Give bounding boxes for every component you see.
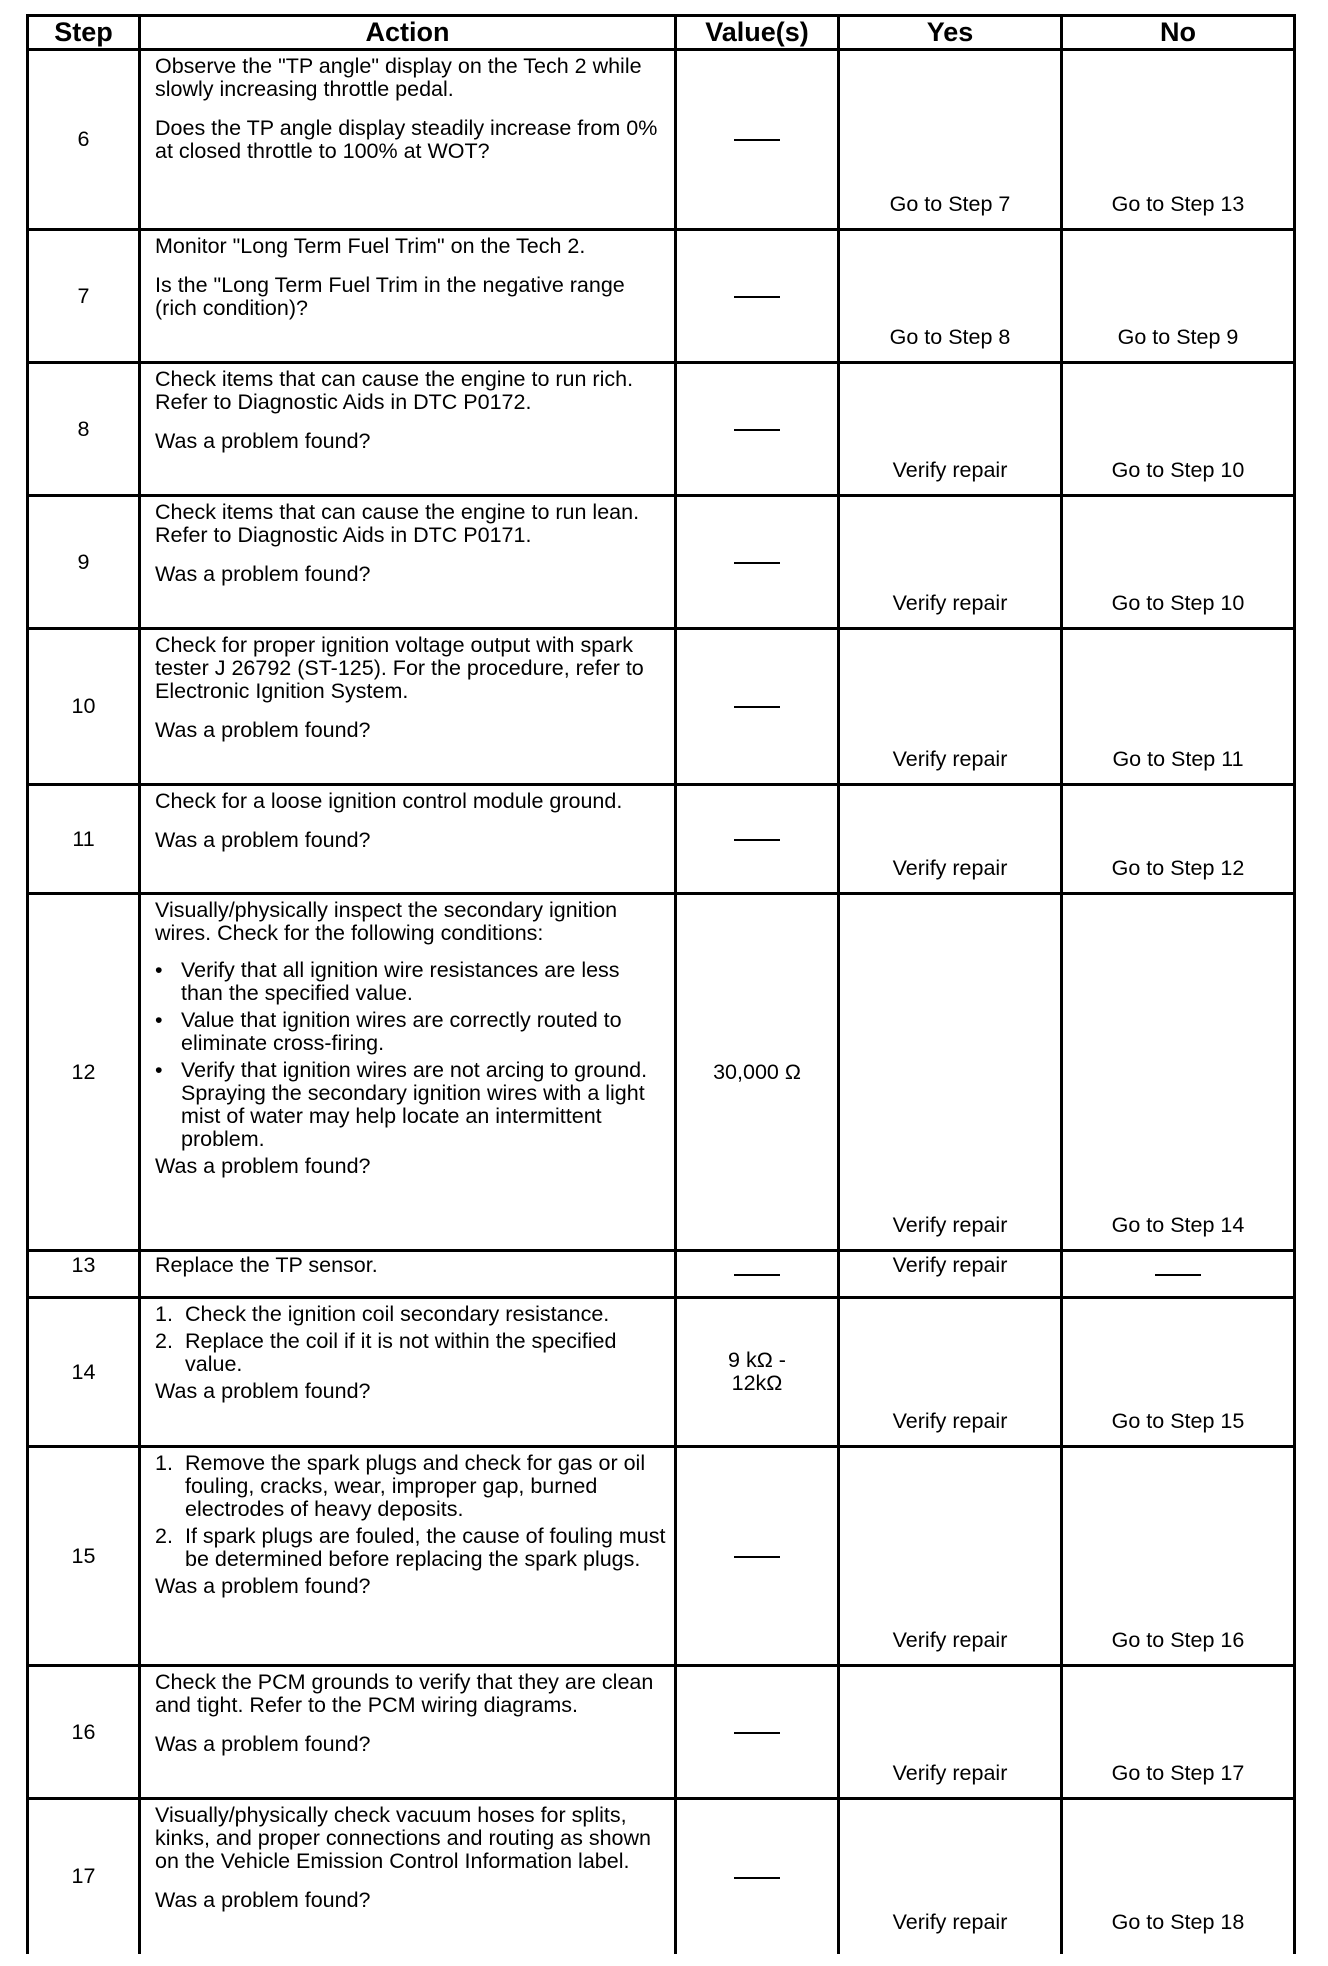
action-cell bbox=[140, 1298, 676, 1447]
step-number: 12 bbox=[28, 894, 140, 1251]
action-question: Was a problem found? bbox=[155, 1732, 371, 1756]
step-number: 9 bbox=[28, 496, 140, 629]
action-text: Check the PCM grounds to verify that they are clean and tight. Refer to the PCM wiring diagrams. bbox=[155, 1670, 654, 1717]
dash-mark bbox=[734, 1732, 780, 1734]
yes-cell: Verify repair bbox=[839, 1447, 1062, 1666]
numbered-list bbox=[155, 1303, 666, 1376]
action-question: Was a problem found? bbox=[155, 828, 371, 852]
header-row bbox=[28, 16, 1295, 50]
no-cell: Go to Step 13 bbox=[1062, 50, 1295, 230]
diagnostic-table bbox=[26, 14, 1296, 1954]
value-cell bbox=[676, 1447, 839, 1666]
action-cell bbox=[140, 1447, 676, 1666]
yes-cell: Verify repair bbox=[839, 785, 1062, 894]
step-number: 7 bbox=[28, 230, 140, 363]
list-number: 2. bbox=[155, 1524, 173, 1548]
list-item-text: Value that ignition wires are correctly routed to eliminate cross-firing. bbox=[181, 1008, 622, 1055]
no-cell: Go to Step 14 bbox=[1062, 894, 1295, 1251]
list-number: 1. bbox=[155, 1451, 173, 1475]
diagnostic-table-sheet bbox=[26, 14, 1293, 1954]
action-question: Was a problem found? bbox=[155, 1888, 371, 1912]
value-cell bbox=[676, 50, 839, 230]
yes-cell: Go to Step 7 bbox=[839, 50, 1062, 230]
no-cell: Go to Step 16 bbox=[1062, 1447, 1295, 1666]
action-text: Check items that can cause the engine to run rich. Refer to Diagnostic Aids in DTC P0172. bbox=[155, 367, 634, 414]
condition-list bbox=[155, 959, 666, 1151]
dash-mark bbox=[734, 1877, 780, 1879]
yes-cell: Verify repair bbox=[839, 1666, 1062, 1799]
value-cell bbox=[676, 1251, 839, 1298]
action-question: Is the "Long Term Fuel Trim in the negative range (rich condition)? bbox=[155, 273, 625, 320]
list-item-text: Replace the coil if it is not within the specified value. bbox=[185, 1329, 617, 1376]
action-cell bbox=[140, 496, 676, 629]
action-text: Check for a loose ignition control module ground. bbox=[155, 789, 623, 813]
table-row bbox=[28, 1799, 1295, 1954]
dash-mark bbox=[734, 1556, 780, 1558]
action-cell bbox=[140, 1799, 676, 1954]
yes-cell: Verify repair bbox=[839, 1799, 1062, 1954]
action-text: Observe the "TP angle" display on the Tech 2 while slowly increasing throttle pedal. bbox=[155, 54, 642, 101]
table-row bbox=[28, 1298, 1295, 1447]
header-no: No bbox=[1062, 16, 1295, 50]
step-number: 14 bbox=[28, 1298, 140, 1447]
no-cell: Go to Step 12 bbox=[1062, 785, 1295, 894]
step-number: 6 bbox=[28, 50, 140, 230]
no-cell: Go to Step 18 bbox=[1062, 1799, 1295, 1954]
table-row bbox=[28, 629, 1295, 785]
step-number: 17 bbox=[28, 1799, 140, 1954]
action-cell bbox=[140, 894, 676, 1251]
no-cell: Go to Step 17 bbox=[1062, 1666, 1295, 1799]
numbered-list bbox=[155, 1452, 666, 1571]
list-item-text: Remove the spark plugs and check for gas or oil fouling, cracks, wear, improper gap, burned electrodes of heavy deposits. bbox=[185, 1451, 646, 1521]
table-row bbox=[28, 496, 1295, 629]
table-row bbox=[28, 363, 1295, 496]
yes-cell: Verify repair bbox=[839, 894, 1062, 1251]
step-number: 15 bbox=[28, 1447, 140, 1666]
dash-mark bbox=[734, 839, 780, 841]
value-cell bbox=[676, 1666, 839, 1799]
action-question: Was a problem found? bbox=[155, 429, 371, 453]
value-cell: 30,000 Ω bbox=[676, 894, 839, 1251]
value-cell bbox=[676, 496, 839, 629]
value-line: 12kΩ bbox=[731, 1371, 783, 1395]
bullet-icon: • bbox=[155, 1058, 163, 1082]
yes-cell: Verify repair bbox=[839, 629, 1062, 785]
dash-mark bbox=[1155, 1274, 1201, 1276]
action-cell bbox=[140, 50, 676, 230]
dash-mark bbox=[734, 706, 780, 708]
value-line: 9 kΩ - bbox=[728, 1348, 786, 1372]
yes-cell: Verify repair bbox=[839, 1251, 1062, 1298]
header-action: Action bbox=[140, 16, 676, 50]
list-item bbox=[155, 959, 666, 1005]
list-item-text: Verify that ignition wires are not arcing to ground. Spraying the secondary ignition wires with a light mist of water may help locate an intermittent problem. bbox=[181, 1058, 648, 1151]
list-item-text: Check the ignition coil secondary resistance. bbox=[185, 1302, 610, 1326]
action-question: Does the TP angle display steadily increase from 0% at closed throttle to 100% at WOT? bbox=[155, 116, 658, 163]
bullet-icon: • bbox=[155, 1008, 163, 1032]
no-cell: Go to Step 10 bbox=[1062, 496, 1295, 629]
action-text: Check items that can cause the engine to run lean. Refer to Diagnostic Aids in DTC P0171. bbox=[155, 500, 640, 547]
bullet-icon: • bbox=[155, 958, 163, 982]
action-text: Replace the TP sensor. bbox=[155, 1253, 378, 1277]
step-number: 13 bbox=[28, 1251, 140, 1298]
action-question: Was a problem found? bbox=[155, 1574, 371, 1598]
step-number: 11 bbox=[28, 785, 140, 894]
action-question: Was a problem found? bbox=[155, 718, 371, 742]
value-cell bbox=[676, 363, 839, 496]
action-cell bbox=[140, 363, 676, 496]
table-row bbox=[28, 1251, 1295, 1298]
list-item bbox=[155, 1330, 666, 1376]
value-cell bbox=[676, 1799, 839, 1954]
step-number: 10 bbox=[28, 629, 140, 785]
value-cell bbox=[676, 1298, 839, 1447]
header-step: Step bbox=[28, 16, 140, 50]
list-item-text: If spark plugs are fouled, the cause of fouling must be determined before replacing the spark plugs. bbox=[185, 1524, 666, 1571]
action-question: Was a problem found? bbox=[155, 1154, 371, 1178]
no-cell: Go to Step 11 bbox=[1062, 629, 1295, 785]
dash-mark bbox=[734, 296, 780, 298]
step-number: 8 bbox=[28, 363, 140, 496]
table-row bbox=[28, 894, 1295, 1251]
no-cell: Go to Step 9 bbox=[1062, 230, 1295, 363]
dash-mark bbox=[734, 429, 780, 431]
table-row bbox=[28, 785, 1295, 894]
header-values: Value(s) bbox=[676, 16, 839, 50]
action-text: Visually/physically inspect the secondary ignition wires. Check for the following conditions: bbox=[155, 898, 618, 945]
table-row bbox=[28, 230, 1295, 363]
table-row bbox=[28, 1447, 1295, 1666]
yes-cell: Verify repair bbox=[839, 1298, 1062, 1447]
action-question: Was a problem found? bbox=[155, 1379, 371, 1403]
value-cell bbox=[676, 230, 839, 363]
header-yes: Yes bbox=[839, 16, 1062, 50]
value-cell bbox=[676, 629, 839, 785]
list-item bbox=[155, 1059, 666, 1151]
list-item bbox=[155, 1452, 666, 1521]
yes-cell: Verify repair bbox=[839, 496, 1062, 629]
step-number: 16 bbox=[28, 1666, 140, 1799]
dash-mark bbox=[734, 562, 780, 564]
action-cell bbox=[140, 785, 676, 894]
no-cell: Go to Step 15 bbox=[1062, 1298, 1295, 1447]
list-item bbox=[155, 1303, 666, 1326]
list-item-text: Verify that all ignition wire resistances are less than the specified value. bbox=[181, 958, 620, 1005]
dash-mark bbox=[734, 1274, 780, 1276]
action-cell bbox=[140, 1251, 676, 1298]
action-text: Visually/physically check vacuum hoses for splits, kinks, and proper connections and routing as shown on the Vehicle Emission Control Information label. bbox=[155, 1803, 652, 1873]
dash-mark bbox=[734, 139, 780, 141]
yes-cell: Verify repair bbox=[839, 363, 1062, 496]
no-cell bbox=[1062, 1251, 1295, 1298]
action-text: Monitor "Long Term Fuel Trim" on the Tech 2. bbox=[155, 234, 586, 258]
list-item bbox=[155, 1009, 666, 1055]
no-cell: Go to Step 10 bbox=[1062, 363, 1295, 496]
list-number: 2. bbox=[155, 1329, 173, 1353]
list-item bbox=[155, 1525, 666, 1571]
action-cell bbox=[140, 629, 676, 785]
table-row bbox=[28, 50, 1295, 230]
value-cell bbox=[676, 785, 839, 894]
action-question: Was a problem found? bbox=[155, 562, 371, 586]
action-cell bbox=[140, 230, 676, 363]
table-row bbox=[28, 1666, 1295, 1799]
list-number: 1. bbox=[155, 1302, 173, 1326]
action-text: Check for proper ignition voltage output with spark tester J 26792 (ST-125). For the procedure, refer to Electronic Ignition System. bbox=[155, 633, 644, 703]
yes-cell: Go to Step 8 bbox=[839, 230, 1062, 363]
action-cell bbox=[140, 1666, 676, 1799]
